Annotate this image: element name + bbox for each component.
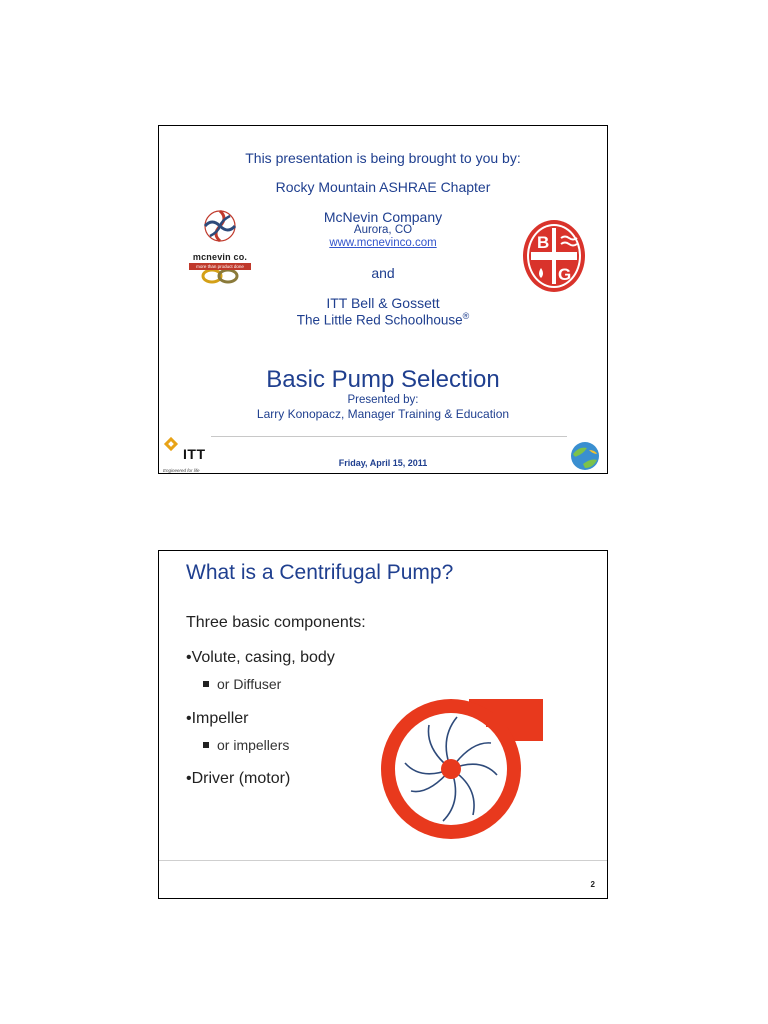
bullet-volute: •Volute, casing, body bbox=[186, 649, 335, 666]
mcnevin-logo-banner: more than product done bbox=[189, 263, 251, 270]
sub-bullet-impellers bbox=[203, 737, 289, 753]
registered-mark: ® bbox=[462, 311, 470, 321]
company-name: McNevin Company bbox=[323, 209, 443, 225]
presentation-title: Basic Pump Selection bbox=[266, 366, 500, 393]
intro-text: This presentation is being brought to you by: bbox=[245, 150, 521, 166]
square-bullet-icon bbox=[203, 681, 209, 687]
company-city: Aurora, CO bbox=[353, 224, 413, 236]
sub-bullet-diffuser bbox=[203, 676, 281, 692]
square-bullet-icon bbox=[203, 742, 209, 748]
sub-bullet-text: or impellers bbox=[217, 737, 290, 753]
schoolhouse-line bbox=[159, 311, 607, 328]
presentation-date: Friday, April 15, 2011 bbox=[338, 458, 428, 468]
and-text: and bbox=[371, 265, 395, 281]
bg-letter-g: G bbox=[558, 265, 572, 284]
mcnevin-logo-name: mcnevin co. bbox=[192, 252, 248, 262]
title-slide bbox=[158, 125, 608, 474]
itt-logo-text: ITT bbox=[183, 446, 206, 462]
itt-tagline: Engineered for life bbox=[163, 468, 200, 473]
slide-title: What is a Centrifugal Pump? bbox=[186, 561, 454, 584]
centrifugal-pump-slide bbox=[158, 550, 608, 899]
chapter-name: Rocky Mountain ASHRAE Chapter bbox=[275, 179, 491, 195]
slide-subtitle: Three basic components: bbox=[186, 614, 366, 631]
footer-divider bbox=[211, 436, 567, 437]
bullet-impeller: •Impeller bbox=[186, 710, 249, 727]
presenter-name: Larry Konopacz, Manager Training & Education bbox=[256, 407, 510, 421]
page-number: 2 bbox=[590, 880, 595, 889]
bullet-driver: •Driver (motor) bbox=[186, 770, 291, 787]
itt-line: ITT Bell & Gossett bbox=[326, 295, 440, 311]
globe-icon bbox=[569, 440, 601, 472]
bg-letter-b: B bbox=[537, 233, 550, 252]
schoolhouse-text: The Little Red Schoolhouse bbox=[296, 312, 463, 328]
bell-gossett-logo bbox=[521, 218, 587, 294]
company-url-link[interactable]: www.mcnevinco.com bbox=[329, 237, 437, 249]
footer-divider bbox=[159, 860, 607, 861]
presented-by-label: Presented by: bbox=[347, 394, 419, 406]
centrifugal-pump-diagram bbox=[381, 691, 551, 851]
sub-bullet-text: or Diffuser bbox=[217, 676, 282, 692]
